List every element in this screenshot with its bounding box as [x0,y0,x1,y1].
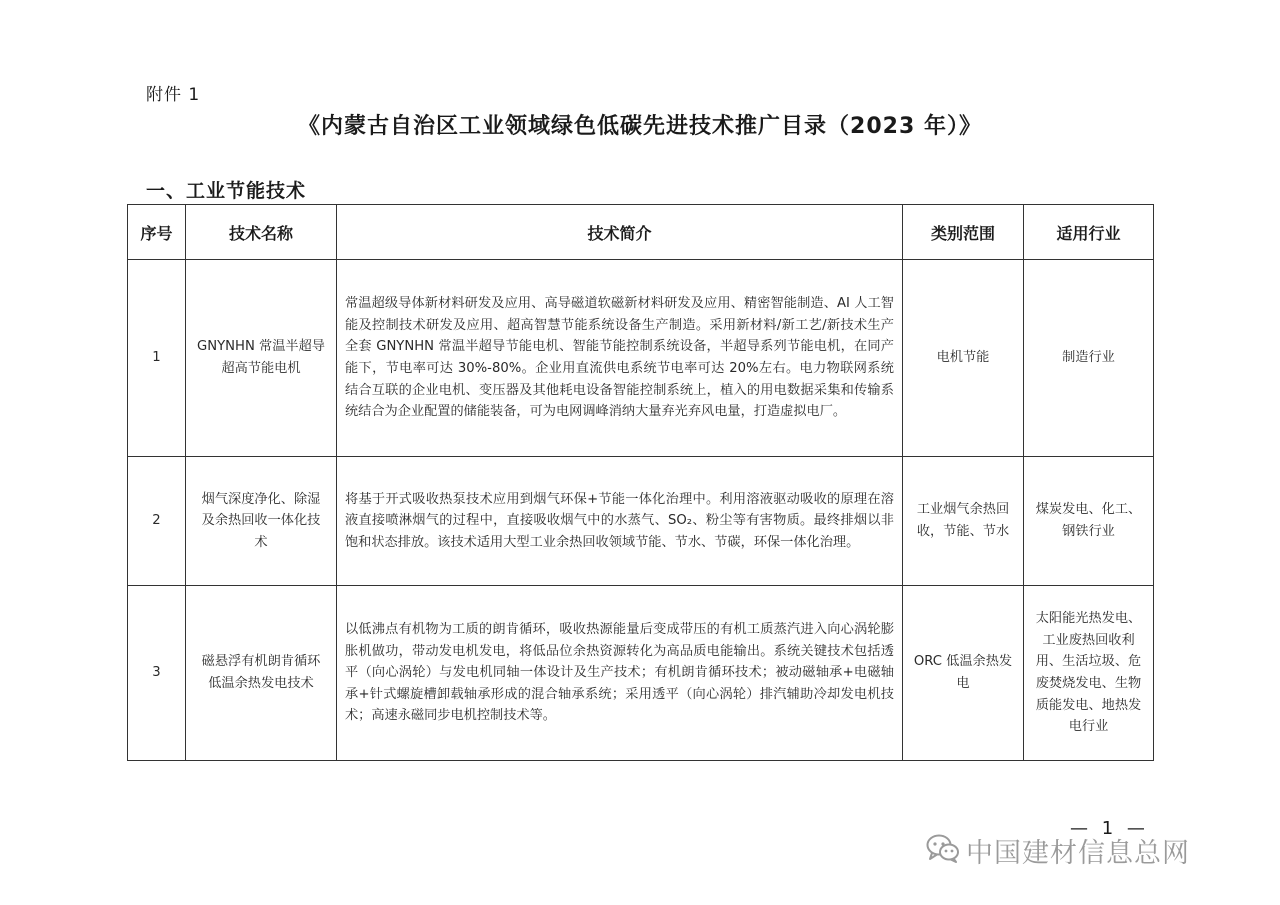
cell-tech-intro: 将基于开式吸收热泵技术应用到烟气环保+节能一体化治理中。利用溶液驱动吸收的原理在溶液直接喷淋烟气的过程中，直接吸收烟气中的水蒸气、SO₂、粉尘等有害物质。最终排烟以非饱和状态排放。该技术适用大型工业余热回收领域节能、节水、节碳，环保一体化治理。 [337,457,903,586]
column-header-name: 技术名称 [186,205,337,260]
watermark [926,832,1190,868]
cell-tech-intro: 以低沸点有机物为工质的朗肯循环，吸收热源能量后变成带压的有机工质蒸汽进入向心涡轮膨胀机做功，带动发电机发电，将低品位余热资源转化为高品质电能输出。系统关键技术包括透平（向心涡轮）与发电机同轴一体设计及生产技术；有机朗肯循环技术；被动磁轴承+电磁轴承+针式螺旋槽卸载轴承形成的混合轴承系统；采用透平（向心涡轮）排汽辅助冷却发电机技术；高速永磁同步电机控制技术等。 [337,586,903,761]
cell-tech-name: 烟气深度净化、除湿及余热回收一体化技术 [186,457,337,586]
document-title: 《内蒙古自治区工业领域绿色低碳先进技术推广目录（2023 年）》 [298,114,982,139]
column-header-intro: 技术简介 [337,205,903,260]
cell-industry: 太阳能光热发电、工业废热回收利用、生活垃圾、危废焚烧发电、生物质能发电、地热发电行业 [1024,586,1154,761]
table-header-row [128,205,1154,260]
cell-no: 2 [128,457,186,586]
cell-tech-intro: 常温超级导体新材料研发及应用、高导磁道软磁新材料研发及应用、精密智能制造、AI 人工智能及控制技术研发及应用、超高智慧节能系统设备生产制造。采用新材料/新工艺/新技术生产全套 GNYNHN 常温半超导节能电机、智能节能控制系统设备，半超导系列节能电机，在同产能下，节电率可达 30%-80%。企业用直流供电系统节电率可达 20%左右。电力物联网系统结合互联的企业电机、变压器及其他耗电设备智能控制系统上，植入的用电数据采集和传输系统结合为企业配置的储能装备，可为电网调峰消纳大量弃光弃风电量，打造虚拟电厂。 [337,260,903,457]
wechat-icon [926,833,960,867]
cell-industry: 制造行业 [1024,260,1154,457]
technology-table [127,204,1154,761]
cell-category: 工业烟气余热回收，节能、节水 [903,457,1024,586]
cell-category: ORC 低温余热发电 [903,586,1024,761]
cell-no: 1 [128,260,186,457]
watermark-text: 中国建材信息总网 [966,837,1190,869]
attachment-label: 附件 1 [146,85,201,105]
table-row [128,457,1154,586]
table-row [128,586,1154,761]
column-header-no: 序号 [128,205,186,260]
cell-category: 电机节能 [903,260,1024,457]
table-row [128,260,1154,457]
column-header-category: 类别范围 [903,205,1024,260]
cell-no: 3 [128,586,186,761]
cell-tech-name: 磁悬浮有机朗肯循环低温余热发电技术 [186,586,337,761]
page-number: — 1 — [1070,818,1149,839]
column-header-industry: 适用行业 [1024,205,1154,260]
cell-tech-name: GNYNHN 常温半超导超高节能电机 [186,260,337,457]
section-heading: 一、工业节能技术 [146,180,307,202]
cell-industry: 煤炭发电、化工、钢铁行业 [1024,457,1154,586]
